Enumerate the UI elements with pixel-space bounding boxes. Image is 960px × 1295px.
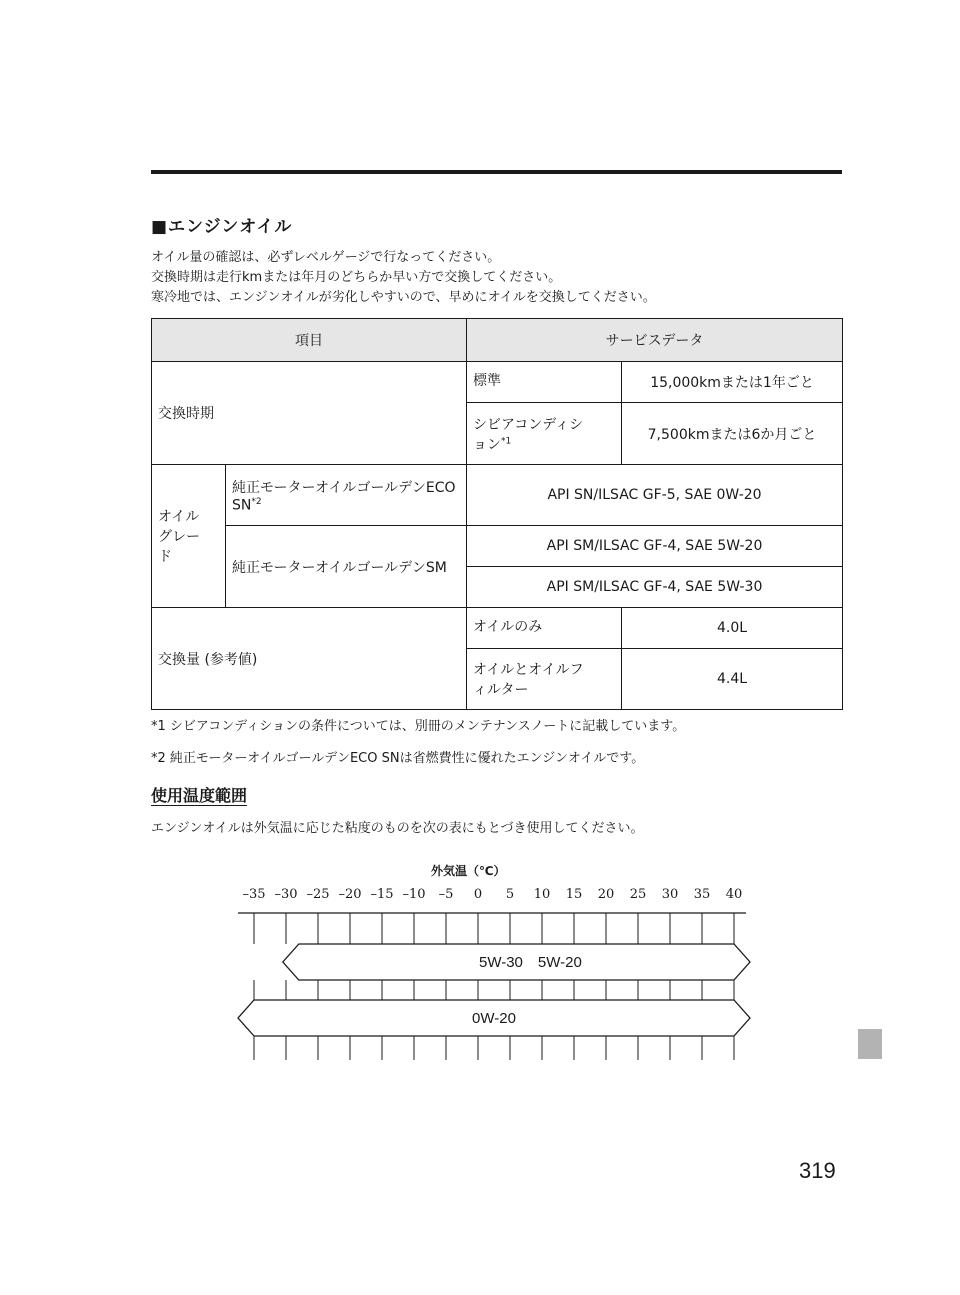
chapter-tab <box>858 1029 882 1059</box>
oil1-name: 純正モーターオイルゴールデンECO SN <box>232 479 456 514</box>
top-rule <box>151 170 842 174</box>
tick-label: 0 <box>473 887 483 902</box>
oil1-name-cell <box>226 465 467 526</box>
tick-label: –25 <box>306 887 330 902</box>
capacity-label: 交換量 (参考値) <box>152 608 467 710</box>
intro-line: 寒冷地では、エンジンオイルが劣化しやすいので、早めにオイルを交換してください。 <box>151 290 656 305</box>
band-label: 0W-20 <box>472 1010 516 1027</box>
header-item: 項目 <box>152 319 467 362</box>
oil2-name: 純正モーターオイルゴールデンSM <box>226 526 467 608</box>
oil-only-value: 4.0L <box>622 608 843 649</box>
tick-label: –10 <box>402 887 426 902</box>
oil2-spec-a: API SM/ILSAC GF-4, SAE 5W-20 <box>467 526 843 567</box>
intro-text <box>151 248 656 308</box>
band-label: 5W-30 5W-20 <box>478 954 582 971</box>
tick-label: 25 <box>629 887 647 902</box>
tick-label: 40 <box>725 887 743 902</box>
tick-label: –15 <box>370 887 394 902</box>
tick-label: 30 <box>661 887 679 902</box>
standard-label: 標準 <box>467 362 622 403</box>
table-row <box>152 465 843 526</box>
oil-grade-label: オイルグレード <box>152 465 226 608</box>
service-data-table <box>151 318 843 710</box>
footnote-2: *2 純正モーターオイルゴールデンECO SNは省燃費性に優れたエンジンオイルです。 <box>151 751 645 766</box>
chart-title: 外気温（℃） <box>431 864 506 878</box>
tick-label: –30 <box>274 887 298 902</box>
oil2-spec-b: API SM/ILSAC GF-4, SAE 5W-30 <box>467 567 843 608</box>
intro-line: オイル量の確認は、必ずレベルゲージで行なってください。 <box>151 250 501 265</box>
severe-condition-cell <box>467 403 622 465</box>
footnote-mark-2: *2 <box>251 496 262 507</box>
table-header-row <box>152 319 843 362</box>
oil-and-filter-label: オイルとオイルフィルター <box>467 649 622 710</box>
footnote-1: *1 シビアコンディションの条件については、別冊のメンテナンスノートに記載しています。 <box>151 719 686 734</box>
intro-line: 交換時期は走行kmまたは年月のどちらか早い方で交換してください。 <box>151 270 562 285</box>
tick-label: 20 <box>597 887 615 902</box>
tick-label: –20 <box>338 887 362 902</box>
oil-only-label: オイルのみ <box>467 608 622 649</box>
severe-condition-label: シビアコンディション <box>473 416 584 453</box>
interval-label: 交換時期 <box>152 362 467 465</box>
footnote-mark-1: *1 <box>501 435 512 446</box>
tick-label: 35 <box>693 887 711 902</box>
table-row <box>152 526 843 567</box>
page-number: 319 <box>799 1158 836 1183</box>
header-service-data: サービスデータ <box>467 319 843 362</box>
temperature-range-heading: 使用温度範囲 <box>151 786 248 805</box>
temperature-range-description: エンジンオイルは外気温に応じた粘度のものを次の表にもとづき使用してください。 <box>151 821 644 836</box>
tick-label: 10 <box>533 887 551 902</box>
severe-condition-value: 7,500kmまたは6か月ごと <box>622 403 843 465</box>
standard-value: 15,000kmまたは1年ごと <box>622 362 843 403</box>
oil-and-filter-value: 4.4L <box>622 649 843 710</box>
table-row <box>152 362 843 403</box>
tick-label: –35 <box>242 887 266 902</box>
tick-label: –5 <box>438 887 454 902</box>
section-title: ■エンジンオイル <box>151 217 293 237</box>
oil1-spec: API SN/ILSAC GF-5, SAE 0W-20 <box>467 465 843 526</box>
tick-label: 5 <box>505 887 515 902</box>
temperature-chart <box>220 880 760 1065</box>
table-row <box>152 608 843 649</box>
tick-label: 15 <box>565 887 583 902</box>
